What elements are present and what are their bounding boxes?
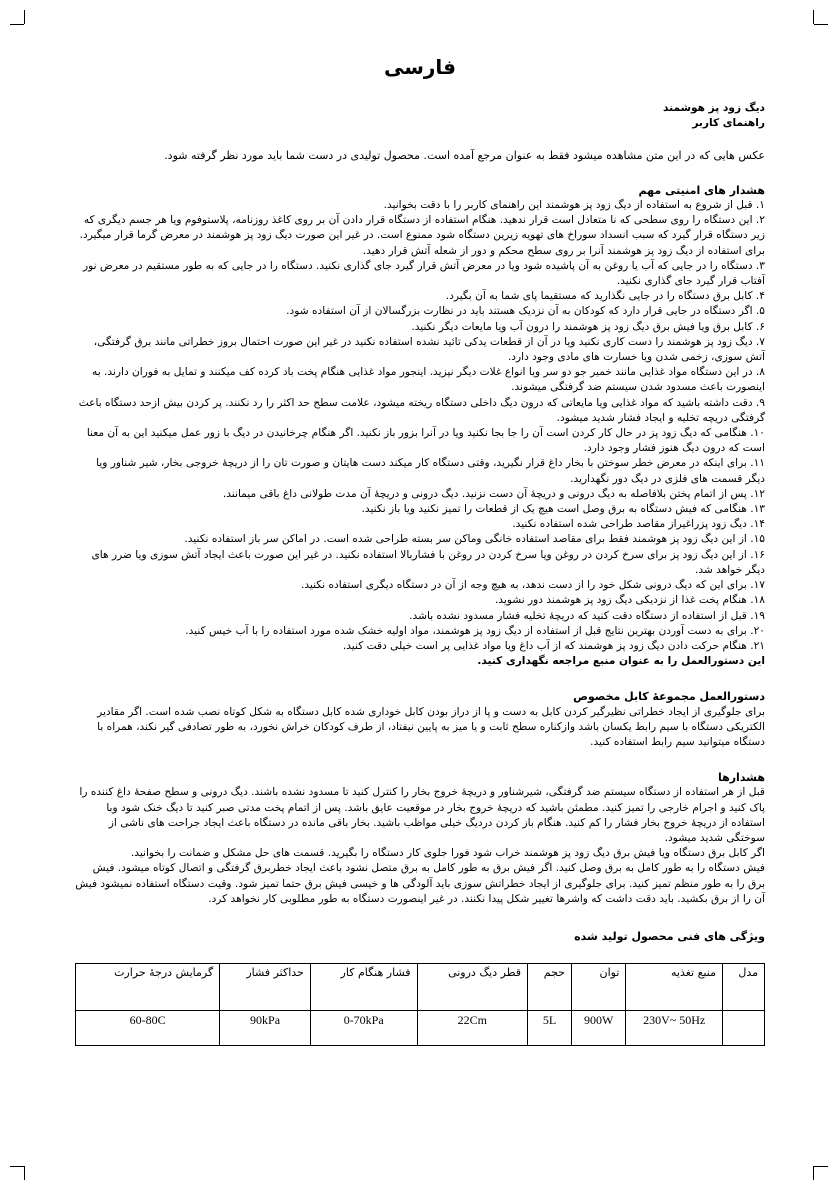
spec-header-cell: حداکثر فشار xyxy=(220,964,311,1011)
spec-value-cell: 90kPa xyxy=(220,1011,311,1046)
specs-table xyxy=(75,963,765,1046)
safety-item: ۱۳. هنگامی که فیش دستگاه به برق وصل است هیچ یک از قطعات را تمیز نکنید ویا باز نکنید. xyxy=(361,503,765,516)
safety-item: ۱۶. از این دیگ زود پز برای سرخ کردن در روغن ویا سرخ کردن در روغن با فشاربالا استفاده نکنید. در غیر این صورت باعث ایجاد آتش سوزی ویا ضرر های دیگر خواهد شد. xyxy=(91,548,765,576)
spec-header-cell: حجم xyxy=(527,964,571,1011)
warnings-paragraph: اگر کابل برق دستگاه ویا فیش برق دیگ زود پز هوشمند خراب شود فورا جلوی کار دستگاه را بگیرید. قسمت های حل مشکل و ضمانت را بخوانید. xyxy=(130,847,765,860)
safety-item: ۴. کابل برق دستگاه را در جایی نگذارید که مستقیما پای شما به آن بگیرد. xyxy=(445,290,765,303)
spec-value-cell: 5L xyxy=(527,1011,571,1046)
safety-item: ۸. در این دستگاه مواد غذایی مانند خمیر جو دو سر ویا انواع غلات دیگر نپزید. اینجور مواد غذایی هنگام پخت باد کرده کف میکنند و تمایل به فوران دارند. به اینصورت باعث مسدود شدن سیستم ضد گرفتگی میشوند. xyxy=(92,366,765,394)
safety-heading: هشدار های امنیتی مهم xyxy=(638,183,765,197)
document-page xyxy=(75,55,765,1046)
safety-item: ۱۵. از این دیگ زود پز هوشمند فقط برای مقاصد استفاده خانگی وماکن سر بسته طراحی شده است. در اماکن سر باز استفاده نکنید. xyxy=(184,533,765,546)
crop-mark xyxy=(813,10,814,24)
safety-item: ۱۴. دیگ زود پزراغیراز مقاصد طراحی شده استفاده نکنید. xyxy=(512,518,765,531)
table-header-row xyxy=(76,964,765,1011)
safety-item: ۲۰. برای به دست آوردن بهترین نتایج قبل از استفاده از دیگ زود پز هوشمند، مواد اولیه خشک شده مورد استفاده را با آب خیس کنید. xyxy=(185,624,765,637)
cable-section xyxy=(75,689,765,750)
warnings-paragraph: فیش دستگاه را به طور کامل به برق وصل کنید. اگر فیش برق به طور کامل به برق متصل نشود باعث ایجاد خطربرق گرفتگی و اتصال کوتاه میشود. فیش برق را به طور منظم تمیز کنید. برای جلوگیری از ایجاد خطراتش سوزی باید آلودگی ها و خیسی فیش برق حتما تمیز شود. وقیت دستگاه استفاده نمیشود فیش آن را از برق بکشید. باید دقت داشت که واشرها تغییر شکل پیدا نکنند. در غیر اینصورت دستگاه به طور مطلوبی کار نخواهد کرد. xyxy=(75,862,765,905)
spec-value-cell xyxy=(723,1011,765,1046)
crop-mark xyxy=(813,1166,814,1180)
crop-mark xyxy=(10,24,24,25)
safety-item: ۱۸. هنگام پخت غذا از نزدیکی دیگ زود پز هوشمند دور نشوید. xyxy=(494,594,765,607)
crop-mark xyxy=(814,24,828,25)
spec-value-cell: 230V~ 50Hz xyxy=(626,1011,723,1046)
warnings-heading: هشدارها xyxy=(717,771,765,785)
safety-section xyxy=(75,183,765,670)
cable-text: برای جلوگیری از ایجاد خطراتی نظیرگیر کردن کابل به دست و پا از دراز بودن کابل خوداری شده کابل دستگاه به شکل کوتاه نصب شده است. اگر مقادیر الکتریکی دستگاه با سیم رابط یکسان باشد وازکناره سطح ثابت و یا میز به پایین نیفتاد، از طرف کودکان خراش نخورد، به طور تصادفی گیر نکند، همراه با دستگاه میتوانید سیم رابط استفاده کنید. xyxy=(97,705,765,748)
spec-header-cell: قطر دیگ درونی xyxy=(417,964,527,1011)
table-row xyxy=(76,1011,765,1046)
spec-header-cell: منبع تغذیه xyxy=(626,964,723,1011)
safety-item: ۲۱. هنگام حرکت دادن دیگ زود پز هوشمند که از آب داغ ویا مواد غذایی پر است خیلی دقت کنید. xyxy=(342,639,765,652)
crop-mark xyxy=(24,10,25,24)
safety-item: ۳. دستگاه را در جایی که آب یا روغن به آن پاشیده شود ویا در معرض آتش قرار گیرد جای گذاری نکنید. دستگاه را در جایی که به طور مستقیم در معرض نور آفتاب قرار گیرد جای گذاری نکنید. xyxy=(83,259,765,288)
cable-heading: دستورالعمل مجموعهٔ کابل مخصوص xyxy=(573,690,765,704)
page-title: فارسی xyxy=(383,55,457,79)
safety-item: ۲. این دستگاه را روی سطحی که نا متعادل است قرار ندهید. هنگام استفاده از دستگاه قرار دادن آن بر روی کاغذ روزنامه، پلاستوفوم ویا هر جسم دیگری که زیر دستگاه قرار گیرد که سبب انسداد سوراخ های تهویه زیرین دستگاه شود ممنوع است. در غیر این صورت دیگ زود پز هوشمند در معرض گرما قرار میگیرد. برای استفاده از دیگ زود پز هوشمند آنرا بر روی سطح محکم و دور از شعله آتش قرار دهید. xyxy=(79,214,765,257)
safety-item: ۱. قبل از شروع به استفاده از دیگ زود پز هوشمند این راهنمای کاربر را با دقت بخوانید. xyxy=(383,199,765,212)
safety-item: ۹. دقت داشته باشید که مواد غذایی ویا مایعاتی که درون دیگ داخلی دستگاه ریخته میشود، علامت سطح حد اکثر را رد نکنند. پر کردن بیش ازحد دستگاه باعث گرفتگی دریچه تخلیه و ایجاد فشار شدید میشود. xyxy=(78,396,765,424)
warnings-paragraph: قبل از هر استفاده از دستگاه سیستم ضد گرفتگی، شیرشناور و دریچهٔ خروج بخار را کنترل کنید تا مسدود نشده باشند. دیگ درونی و سطح صفحهٔ داغ کننده را پاک کنید و اجرام خارجی را تمیز کنید. مطمئن باشید که دریچهٔ خروج بخار در موقعیت عایق باشد. پس از اتمام پخت مدتی صبر کنید تا دیگ خنک شود وبا استفاده از دریچهٔ خروج بخار فشار را کم کنید. هنگام باز کردن دردیگ خیلی مواظب باشید. بخار باقی مانده در دستگاه باعث ایجاد جراحت های ناشی از سوختگی شدید میشود. xyxy=(79,786,765,844)
crop-mark xyxy=(24,1166,25,1180)
spec-value-cell: 60-80C xyxy=(76,1011,220,1046)
safety-list xyxy=(75,198,765,654)
safety-item: ۱۹. قبل از استفاده از دستگاه دقت کنید که دریچهٔ تخلیه فشار مسدود نشده باشد. xyxy=(409,609,765,622)
crop-mark xyxy=(814,1166,828,1167)
spec-header-cell: گرمایش درجهٔ حرارت xyxy=(76,964,220,1011)
spec-value-cell: 22Cm xyxy=(417,1011,527,1046)
safety-item: ۷. دیگ زود پز هوشمند را دست کاری نکنید ویا در آن از قطعات یدکی تائید نشده استفاده نکنید در غیر این صورت احتمال بروز خطراتی مانند برق گرفتگی، آتش سوزی، زخمی شدن ویا خسارت های مادی وجود دارد. xyxy=(93,335,765,364)
spec-value-cell: 900W xyxy=(571,1011,625,1046)
specs-heading: ویژگی های فنی محصول تولید شده xyxy=(574,929,765,943)
intro-note: عکس هایی که در این متن مشاهده میشود فقط به عنوان مرجع آمده است. محصول تولیدی در دست شما باید مورد نظر گرفته شود. xyxy=(164,148,765,162)
warnings-section xyxy=(75,770,765,907)
spec-value-cell: 0-70kPa xyxy=(310,1011,417,1046)
spec-header-cell: فشار هنگام کار xyxy=(310,964,417,1011)
manual-title: راهنمای کاربر xyxy=(692,117,765,130)
spec-header-cell: توان xyxy=(571,964,625,1011)
product-name: دیگ زود پز هوشمند xyxy=(663,102,765,115)
safety-item: ۱۱. برای اینکه در معرض خطر سوختن با بخار داغ قرار نگیرید، وقتی دستگاه کار میکند دست هایتان و صورت تان را از دریچهٔ خروجی بخار، شیر شناور ویا دیگر قسمت های فلزی در دیگ دور نگهدارید. xyxy=(96,457,765,485)
spec-header-cell: مدل xyxy=(723,964,765,1011)
safety-closing: این دستورالعمل را به عنوان منبع مراجعه نگهداری کنید. xyxy=(477,655,765,668)
safety-item: ۱۲. پس از اتمام پختن بلافاصله به دیگ درونی و دریچهٔ آن دست نزنید. دیگ درونی و دریچهٔ آن مدت طولانی داغ باقی میمانند. xyxy=(222,487,765,500)
safety-item: ۵. اگر دستگاه در جایی قرار دارد که کودکان به آن نزدیک هستند باید در نظارت بزرگسالان از آن استفاده شود. xyxy=(286,305,765,318)
safety-item: ۱۰. هنگامی که دیگ زود پز در حال کار کردن است آن را جا بجا نکنید ویا در آنرا بزور باز نکنید. اگر هنگام چرخانیدن در دیگ با زور عمل میکنید این به آن معنا است که درون دیگ هنوز فشار وجود دارد. xyxy=(86,427,765,455)
crop-mark xyxy=(10,1166,24,1167)
safety-item: ۱۷. برای این که دیگ درونی شکل خود را از دست ندهد، به هیچ وجه از آن در دستگاه دیگری استفاده نکنید. xyxy=(300,579,765,592)
safety-item: ۶. کابل برق ویا فیش برق دیگ زود پز هوشمند را درون آب ویا مایعات دیگر نکنید. xyxy=(411,320,765,333)
